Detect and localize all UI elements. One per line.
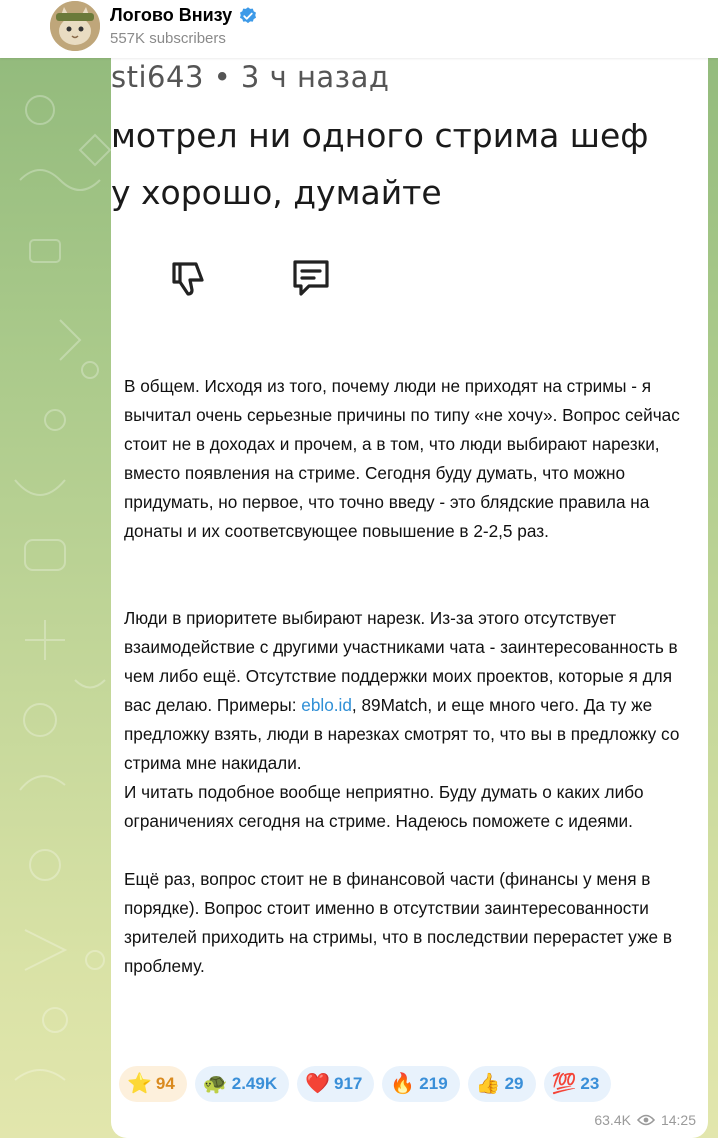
attached-screenshot[interactable] <box>111 58 708 358</box>
post-text <box>124 372 699 981</box>
post-paragraph: И читать подобное вообще неприятно. Буду думать о каких либо ограничениях сегодня на стриме. Надеюсь поможете с идеями. <box>124 782 644 831</box>
channel-title <box>110 5 258 26</box>
post-paragraph: Ещё раз, вопрос стоит не в финансовой части (финансы у меня в порядке). Вопрос стоит именно в отсутствии заинтересованности зрителей приходить на стримы, что в последствии перерастет уже в проблему. <box>124 869 673 976</box>
thumbs-down-icon <box>166 256 210 300</box>
heart-icon: ❤️ <box>305 1073 331 1095</box>
reaction-hundred[interactable] <box>544 1066 612 1102</box>
screenshot-comment-line: мотрел ни одного стрима шеф <box>111 116 649 155</box>
subscriber-count: 557K subscribers <box>110 30 226 47</box>
star-icon: ⭐ <box>127 1073 152 1095</box>
view-count: 63.4K <box>594 1112 631 1128</box>
reaction-count: 917 <box>334 1074 363 1093</box>
thumbs-up-icon: 👍 <box>475 1073 501 1095</box>
eblo-link[interactable]: eblo.id <box>301 695 352 715</box>
message-bubble[interactable] <box>111 58 708 1138</box>
reaction-custom[interactable] <box>195 1066 289 1102</box>
channel-name: Логово Внизу <box>110 5 233 25</box>
screenshot-comment-meta: sti643 • 3 ч назад <box>111 60 390 94</box>
verified-icon <box>238 6 258 26</box>
post-paragraph: Люди в приоритете выбирают нарезк. Из-за этого отсутствует взаимодействие с другими участниками чата - заинтересованность в чем либо ещё. Отсутствие поддержки моих проектов, которые я для вас делаю. Примеры: eblo.id, 89Match, и еще много чего. Да ту же предложку взять, люди в нарезках смотрят то, что вы в предложку со стрима мне накидали. <box>124 608 680 773</box>
reaction-count: 94 <box>155 1074 175 1093</box>
fire-icon: 🔥 <box>390 1073 416 1095</box>
channel-avatar[interactable] <box>50 1 100 51</box>
comment-icon <box>289 256 333 300</box>
post-paragraph: В общем. Исходя из того, почему люди не приходят на стримы - я вычитал очень серьезные причины по типу «не хочу». Вопрос сейчас стоит не в доходах и прочем, а в том, что люди выбирают нарезки, вместо появления на стриме. Сегодня буду думать, что можно придумать, но первое, что точно введу - это блядские правила на донаты и их соответсвующее повышение в 2-2,5 раз. <box>124 376 680 541</box>
channel-header[interactable] <box>0 0 718 58</box>
reaction-count: 219 <box>419 1074 448 1093</box>
reaction-count: 29 <box>504 1074 524 1093</box>
eye-icon <box>637 1114 655 1126</box>
reaction-heart[interactable] <box>297 1066 374 1102</box>
custom-emoji-icon: 🐢 <box>202 1073 228 1095</box>
screenshot-comment-line: у хорошо, думайте <box>111 173 442 212</box>
reaction-thumbs-up[interactable] <box>468 1066 536 1102</box>
reaction-star[interactable] <box>119 1066 187 1102</box>
hundred-icon: 💯 <box>551 1073 577 1095</box>
reaction-fire[interactable] <box>382 1066 459 1102</box>
reaction-count: 23 <box>580 1074 600 1093</box>
message-time: 14:25 <box>660 1112 696 1128</box>
message-footer <box>594 1112 696 1128</box>
reactions-bar <box>119 1066 611 1102</box>
reaction-count: 2.49K <box>231 1074 278 1093</box>
